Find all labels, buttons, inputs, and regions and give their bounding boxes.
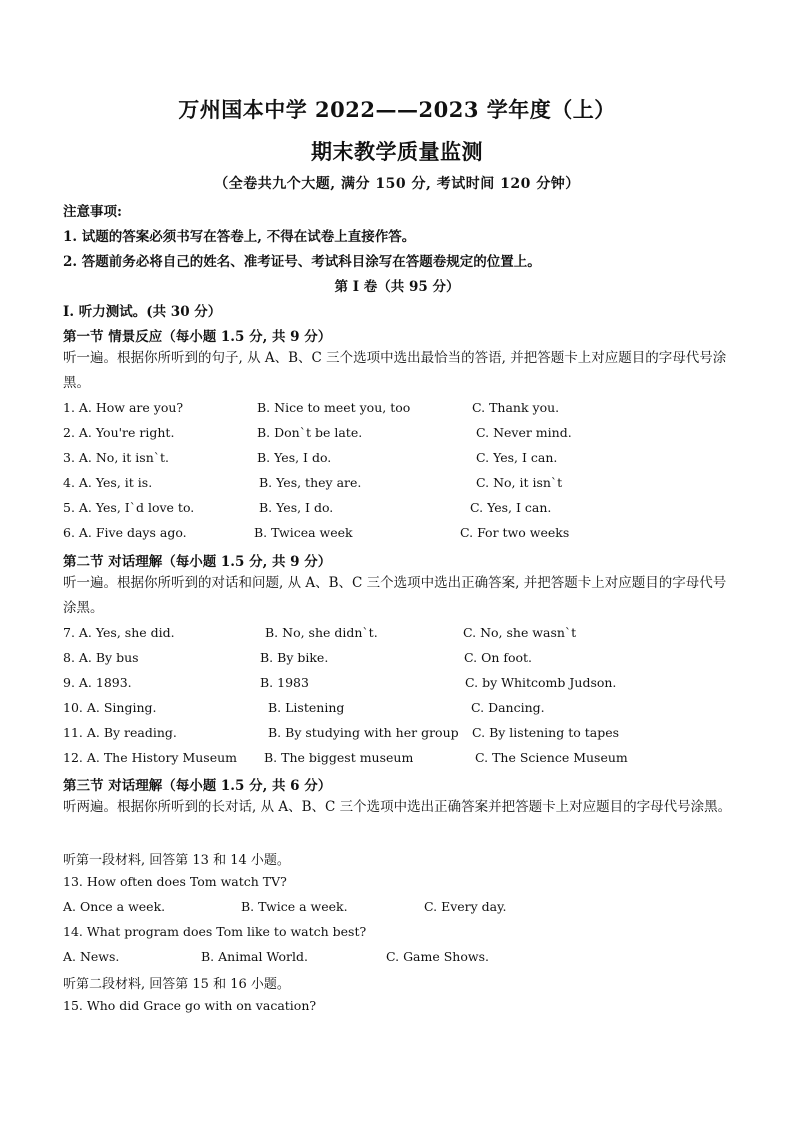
option-b: B. The biggest museum [264, 750, 414, 765]
passage2-intro: 听第二段材料, 回答第 15 和 16 小题。 [63, 977, 290, 992]
option-b: B. Yes, I do. [259, 500, 334, 515]
option-a: 8. A. By bus [63, 650, 139, 665]
exam-info: （全卷共九个大题, 满分 150 分, 考试时间 120 分钟） [214, 176, 580, 192]
option-b: B. By studying with her group [268, 725, 459, 740]
question-14-stem: 14. What program does Tom like to watch best? [63, 924, 367, 939]
notes-item-2: 2. 答题前务必将自己的姓名、准考证号、考试科目涂写在答题卷规定的位置上。 [63, 254, 541, 270]
option-a: 12. A. The History Museum [63, 750, 238, 765]
option-b: B. Listening [268, 700, 345, 715]
option-a: 10. A. Singing. [63, 700, 157, 715]
option-a: 3. A. No, it isn`t. [63, 450, 169, 465]
option-c: C. No, she wasn`t [463, 625, 577, 640]
option-c: C. by Whitcomb Judson. [465, 675, 617, 690]
sec2-instruction: 听一遍。根据你所听到的对话和问题, 从 A、B、C 三个选项中选出正确答案, 并把答题卡上对应题目的字母代号涂黑。 [63, 575, 727, 616]
option-a: 6. A. Five days ago. [63, 525, 187, 540]
question-15-stem: 15. Who did Grace go with on vacation? [63, 998, 317, 1013]
option-c: C. Game Shows. [386, 949, 489, 964]
option-a: A. News. [63, 949, 120, 964]
option-c: C. On foot. [464, 650, 533, 665]
sec3-instruction: 听两遍。根据你所听到的长对话, 从 A、B、C 三个选项中选出正确答案并把答题卡上对应题目的字母代号涂黑。 [63, 799, 732, 815]
part-heading: 第 I 卷（共 95 分） [334, 279, 460, 295]
option-a: 5. A. Yes, I`d love to. [63, 500, 195, 515]
option-c: C. The Science Museum [475, 750, 628, 765]
option-a: 4. A. Yes, it is. [63, 475, 153, 490]
option-c: C. Yes, I can. [476, 450, 558, 465]
passage1-intro: 听第一段材料, 回答第 13 和 14 小题。 [63, 853, 290, 868]
option-b: B. Twicea week [254, 525, 353, 540]
exam-subtitle: 期末教学质量监测 [311, 139, 483, 164]
option-b: B. Don`t be late. [257, 425, 363, 440]
option-c: C. By listening to tapes [472, 725, 620, 740]
option-a: 1. A. How are you? [63, 400, 184, 415]
option-b: B. No, she didn`t. [265, 625, 378, 640]
option-b: B. Yes, they are. [259, 475, 362, 490]
sec1-title: 第一节 情景反应（每小题 1.5 分, 共 9 分） [63, 329, 332, 345]
option-c: C. Never mind. [476, 425, 572, 440]
option-c: C. Every day. [424, 899, 507, 914]
option-a: A. Once a week. [63, 899, 166, 914]
option-b: B. Yes, I do. [257, 450, 332, 465]
option-a: 7. A. Yes, she did. [63, 625, 175, 640]
section-title: I. 听力测试。(共 30 分） [63, 304, 222, 320]
option-c: C. Dancing. [471, 700, 545, 715]
option-c: C. Yes, I can. [470, 500, 552, 515]
option-b: B. Animal World. [201, 949, 308, 964]
option-b: B. Nice to meet you, too [257, 400, 411, 415]
option-a: 9. A. 1893. [63, 675, 132, 690]
exam-title: 万州国本中学 2022——2023 学年度（上） [178, 97, 616, 122]
notes-item-1: 1. 试题的答案必须书写在答卷上, 不得在试卷上直接作答。 [63, 229, 416, 245]
option-a: 2. A. You're right. [63, 425, 175, 440]
question-13-stem: 13. How often does Tom watch TV? [63, 874, 287, 889]
option-c: C. No, it isn`t [476, 475, 563, 490]
option-c: C. Thank you. [472, 400, 560, 415]
option-a: 11. A. By reading. [63, 725, 177, 740]
sec2-title: 第二节 对话理解（每小题 1.5 分, 共 9 分） [63, 554, 332, 570]
notes-heading: 注意事项: [63, 204, 122, 220]
option-b: B. Twice a week. [241, 899, 348, 914]
option-b: B. 1983 [260, 675, 309, 690]
sec1-instruction: 听一遍。根据你所听到的句子, 从 A、B、C 三个选项中选出最恰当的答语, 并把答题卡上对应题目的字母代号涂黑。 [63, 350, 727, 391]
option-c: C. For two weeks [460, 525, 570, 540]
sec3-title: 第三节 对话理解（每小题 1.5 分, 共 6 分） [63, 778, 332, 794]
option-b: B. By bike. [260, 650, 329, 665]
